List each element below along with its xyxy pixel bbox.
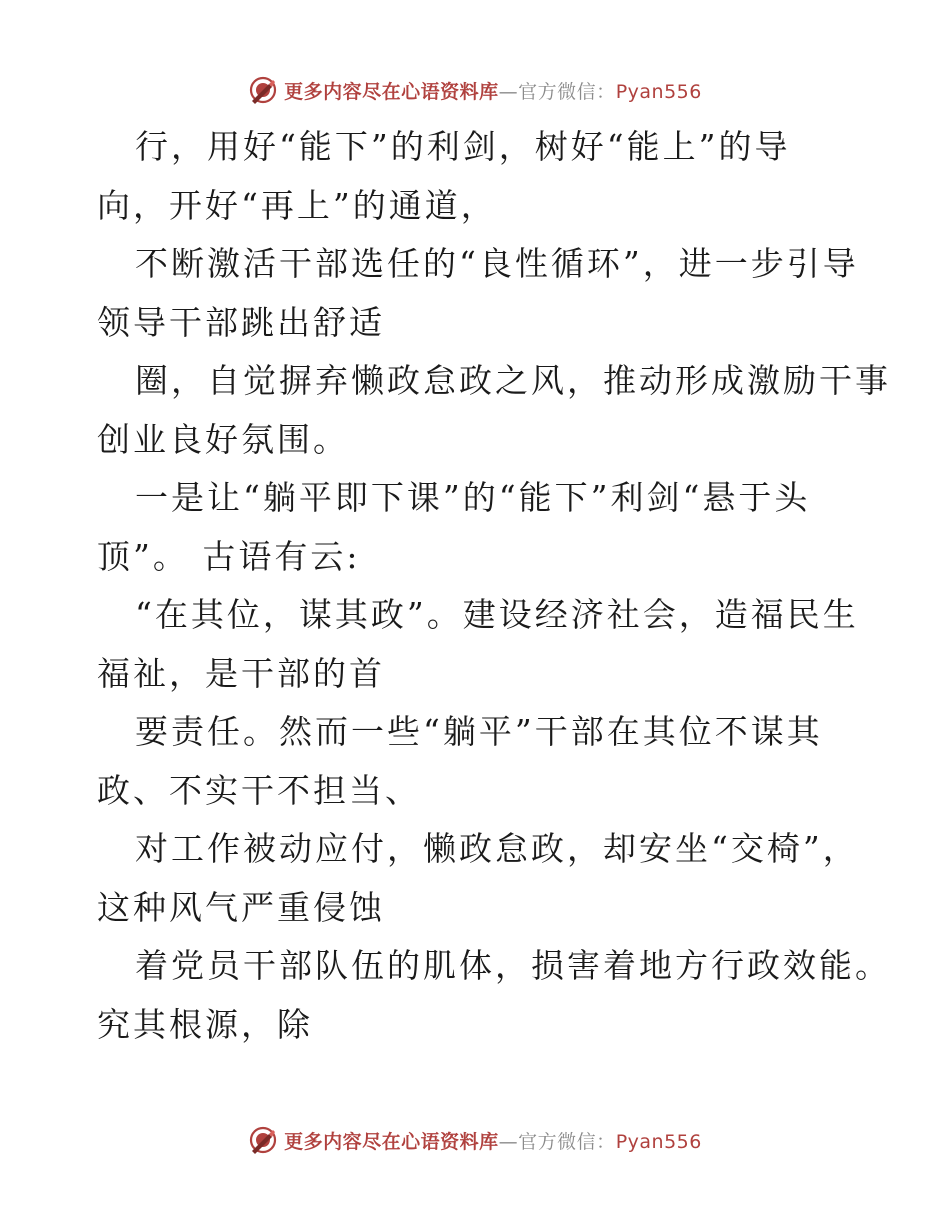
paragraph <box>97 118 857 235</box>
paragraph-line: 圈，自觉摒弃懒政怠政之风，推动形成激励干事 <box>135 361 891 400</box>
watermark-wechat-id: Pyan556 <box>615 80 702 103</box>
paragraph-line: 这种风气严重侵蚀 <box>97 887 385 927</box>
footer-watermark <box>0 1120 950 1160</box>
pen-logo-icon <box>248 75 278 105</box>
paragraph-line: 一是让“躺平即下课”的“能下”利剑“悬于头 <box>135 478 811 517</box>
paragraph <box>97 820 857 937</box>
paragraph-line: 政、不实干不担当、 <box>97 770 421 810</box>
paragraph <box>97 937 891 1054</box>
paragraph-line: 对工作被动应付，懒政怠政，却安坐“交椅”， <box>135 829 859 868</box>
paragraph-line: 领导干部跳出舒适 <box>97 302 385 342</box>
watermark-separator: — <box>498 1130 519 1153</box>
watermark-text <box>284 1127 702 1154</box>
watermark-brand: 更多内容尽在心语资料库 <box>284 80 499 103</box>
watermark-text <box>284 77 702 104</box>
watermark-wechat-id: Pyan556 <box>615 1130 702 1153</box>
paragraph <box>97 703 857 820</box>
paragraph-line: 要责任。然而一些“躺平”干部在其位不谋其 <box>135 712 823 751</box>
paragraph-line: 福祉，是干部的首 <box>97 653 385 693</box>
paragraph-line: 行，用好“能下”的利剑，树好“能上”的导 <box>135 127 791 166</box>
watermark-brand: 更多内容尽在心语资料库 <box>284 1130 499 1153</box>
paragraph <box>97 352 891 469</box>
watermark-label: 官方微信： <box>518 80 616 103</box>
watermark-separator: — <box>498 80 519 103</box>
paragraph-line: 创业良好氛围。 <box>97 419 349 459</box>
paragraph-line: 顶”。 古语有云: <box>97 536 361 576</box>
watermark-label: 官方微信： <box>518 1130 616 1153</box>
header-watermark <box>0 70 950 110</box>
paragraph-line: 着党员干部队伍的肌体，损害着地方行政效能。 <box>135 946 891 985</box>
document-body <box>97 118 891 1054</box>
paragraph-line: 究其根源，除 <box>97 1004 313 1044</box>
paragraph-line: 不断激活干部选任的“良性循环”，进一步引导 <box>135 244 859 283</box>
pen-logo-icon <box>248 1125 278 1155</box>
paragraph-line: “在其位，谋其政”。建设经济社会，造福民生 <box>135 595 859 634</box>
paragraph <box>97 469 857 586</box>
paragraph <box>97 235 857 352</box>
paragraph <box>97 586 857 703</box>
paragraph-line: 向，开好“再上”的通道， <box>97 185 497 225</box>
